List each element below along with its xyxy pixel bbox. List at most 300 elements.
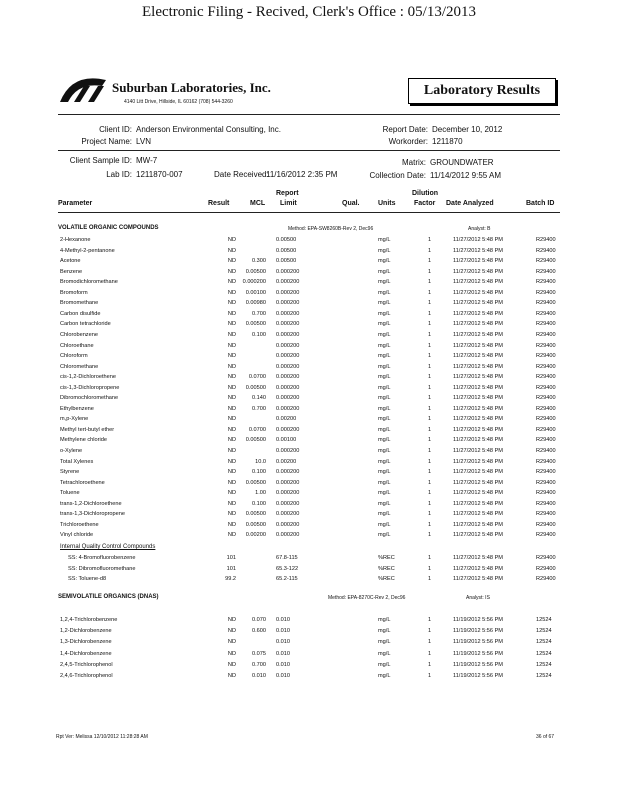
cell-factor: 1 bbox=[428, 661, 432, 668]
cell-limit: 0.000200 bbox=[276, 395, 300, 402]
cell-batch-id: R29400 bbox=[536, 310, 556, 317]
report-date-value: December 10, 2012 bbox=[432, 125, 503, 134]
cell-batch-id: R29400 bbox=[536, 500, 556, 507]
cell-units: mg/L bbox=[378, 426, 391, 433]
cell-mcl: 0.00500 bbox=[245, 384, 266, 391]
svoc-section-title: SEMIVOLATILE ORGANICS (DNAS) bbox=[58, 594, 159, 600]
cell-batch-id: R29400 bbox=[536, 437, 556, 444]
cell-parameter: Styrene bbox=[60, 469, 80, 476]
cell-limit: 0.000200 bbox=[276, 521, 300, 528]
cell-result: ND bbox=[227, 289, 236, 296]
cell-units: mg/L bbox=[378, 416, 391, 423]
cell-units: mg/L bbox=[378, 479, 391, 486]
cell-units: mg/L bbox=[378, 673, 391, 679]
cell-result: ND bbox=[227, 395, 236, 402]
header-divider bbox=[58, 114, 560, 115]
cell-factor: 1 bbox=[428, 268, 432, 275]
cell-parameter: trans-1,2-Dichloroethene bbox=[60, 500, 122, 507]
column-header-divider bbox=[58, 212, 560, 213]
table-row bbox=[0, 639, 618, 651]
cell-limit: 0.000200 bbox=[276, 490, 300, 497]
cell-factor: 1 bbox=[428, 300, 432, 307]
company-logo-icon bbox=[58, 76, 108, 106]
cell-date-analyzed: 11/27/2012 5:48 PM bbox=[453, 289, 503, 296]
cell-mcl: 1.00 bbox=[255, 490, 266, 497]
cell-result: ND bbox=[227, 469, 236, 476]
svoc-method: Method: EPA-8270C-Rev 2, Dec96 bbox=[328, 595, 406, 601]
cell-parameter: Benzene bbox=[60, 268, 83, 275]
cell-batch-id: R29400 bbox=[536, 416, 556, 423]
table-row bbox=[0, 662, 618, 674]
cell-batch-id: R29400 bbox=[536, 490, 556, 497]
cell-batch-id: R29400 bbox=[536, 479, 556, 486]
cell-factor: 1 bbox=[428, 384, 432, 391]
cell-date-analyzed: 11/27/2012 5:48 PM bbox=[453, 437, 503, 444]
cell-limit: 0.000200 bbox=[276, 268, 300, 275]
cell-units: mg/L bbox=[378, 321, 391, 328]
cell-limit: 0.000200 bbox=[276, 279, 300, 286]
cell-parameter: Bromomethane bbox=[60, 300, 99, 307]
cell-result: ND bbox=[227, 521, 236, 528]
cell-limit: 0.010 bbox=[276, 639, 290, 646]
col-mcl: MCL bbox=[250, 200, 266, 207]
cell-factor: 1 bbox=[428, 374, 432, 381]
cell-batch-id: R29400 bbox=[536, 458, 556, 465]
cell-mcl: 0.010 bbox=[252, 673, 266, 679]
cell-units: mg/L bbox=[378, 521, 391, 528]
col-units: Units bbox=[378, 200, 396, 207]
cell-date-analyzed: 11/19/2012 5:56 PM bbox=[453, 628, 503, 635]
cell-date-analyzed: 11/27/2012 5:48 PM bbox=[453, 576, 503, 582]
cell-result: ND bbox=[227, 405, 236, 412]
cell-batch-id: 12524 bbox=[536, 673, 552, 679]
cell-parameter: Vinyl chloride bbox=[60, 532, 94, 539]
cell-date-analyzed: 11/27/2012 5:48 PM bbox=[453, 247, 503, 254]
cell-factor: 1 bbox=[428, 353, 432, 360]
cell-parameter: o-Xylene bbox=[60, 448, 83, 454]
cell-result: ND bbox=[227, 500, 236, 507]
cell-limit: 0.000200 bbox=[276, 331, 300, 338]
col-parameter: Parameter bbox=[58, 200, 93, 207]
matrix-value: GROUNDWATER bbox=[430, 158, 494, 167]
cell-factor: 1 bbox=[428, 521, 432, 528]
cell-units: mg/L bbox=[378, 617, 391, 623]
cell-mcl: 0.00500 bbox=[245, 268, 266, 275]
cell-result: ND bbox=[227, 426, 236, 433]
cell-units: %REC bbox=[378, 555, 395, 561]
cell-units: mg/L bbox=[378, 363, 391, 370]
cell-result: ND bbox=[227, 353, 236, 360]
cell-date-analyzed: 11/19/2012 5:56 PM bbox=[453, 617, 503, 623]
cell-mcl: 0.070 bbox=[252, 617, 266, 623]
cell-mcl: 0.0700 bbox=[248, 374, 266, 381]
cell-mcl: 10.0 bbox=[255, 458, 266, 465]
cell-date-analyzed: 11/27/2012 5:48 PM bbox=[453, 268, 503, 275]
cell-parameter: Ethylbenzene bbox=[60, 405, 94, 412]
cell-date-analyzed: 11/27/2012 5:48 PM bbox=[453, 511, 503, 518]
col-factor: Factor bbox=[414, 200, 436, 207]
cell-units: mg/L bbox=[378, 511, 391, 518]
cell-limit: 0.010 bbox=[276, 673, 290, 679]
cell-parameter: cis-1,2-Dichloroethene bbox=[60, 374, 116, 381]
cell-factor: 1 bbox=[428, 555, 432, 561]
cell-units: mg/L bbox=[378, 469, 391, 476]
cell-units: mg/L bbox=[378, 279, 391, 286]
cell-limit: 67.8-115 bbox=[276, 555, 298, 561]
cell-units: mg/L bbox=[378, 532, 391, 539]
cell-units: mg/L bbox=[378, 639, 391, 646]
cell-batch-id: R29400 bbox=[536, 565, 556, 572]
cell-limit: 0.000200 bbox=[276, 426, 300, 433]
cell-result: ND bbox=[227, 490, 236, 497]
cell-result: ND bbox=[227, 650, 236, 657]
cell-mcl: 0.100 bbox=[252, 331, 266, 338]
cell-limit: 0.00200 bbox=[276, 416, 297, 423]
cell-date-analyzed: 11/19/2012 5:56 PM bbox=[453, 661, 503, 668]
voc-method: Method: EPA-SW8260B-Rev 2, Dec96 bbox=[288, 226, 374, 232]
cell-mcl: 0.00980 bbox=[245, 300, 266, 307]
cell-result: ND bbox=[227, 639, 236, 646]
cell-limit: 0.00500 bbox=[276, 237, 297, 243]
qc-title: Internal Quality Control Compounds bbox=[60, 544, 156, 550]
cell-result: ND bbox=[227, 458, 236, 465]
table-row bbox=[0, 628, 618, 640]
cell-batch-id: R29400 bbox=[536, 532, 556, 539]
cell-batch-id: R29400 bbox=[536, 258, 556, 265]
cell-parameter: Acetone bbox=[60, 258, 81, 265]
cell-result: ND bbox=[227, 247, 236, 254]
cell-parameter: Dibromochloromethane bbox=[60, 395, 119, 402]
voc-section-title: VOLATILE ORGANIC COMPOUNDS bbox=[58, 225, 159, 231]
cell-date-analyzed: 11/27/2012 5:48 PM bbox=[453, 331, 503, 338]
cell-parameter: 2,4,5-Trichlorophenol bbox=[60, 661, 113, 668]
cell-parameter: Methylene chloride bbox=[60, 437, 107, 444]
cell-mcl: 0.00100 bbox=[245, 289, 266, 296]
table-row bbox=[0, 576, 618, 588]
cell-parameter: Chloroethane bbox=[60, 342, 94, 349]
table-row bbox=[0, 617, 618, 629]
cell-parameter: SS: Toluene-d8 bbox=[68, 576, 107, 582]
cell-date-analyzed: 11/27/2012 5:48 PM bbox=[453, 426, 503, 433]
cell-batch-id: 12524 bbox=[536, 628, 552, 635]
cell-units: mg/L bbox=[378, 448, 391, 454]
cell-parameter: Carbon tetrachloride bbox=[60, 321, 111, 328]
cell-limit: 0.010 bbox=[276, 628, 290, 635]
report-version: Rpt Ver: Melissa 12/10/2012 11:28:28 AM bbox=[56, 734, 148, 740]
cell-parameter: Carbon disulfide bbox=[60, 310, 101, 317]
cell-batch-id: R29400 bbox=[536, 300, 556, 307]
cell-limit: 0.00200 bbox=[276, 458, 297, 465]
cell-date-analyzed: 11/27/2012 5:48 PM bbox=[453, 300, 503, 307]
cell-units: mg/L bbox=[378, 374, 391, 381]
client-id-label: Client ID: bbox=[99, 125, 132, 134]
cell-mcl: 0.00500 bbox=[245, 521, 266, 528]
cell-mcl: 0.00500 bbox=[245, 479, 266, 486]
cell-result: ND bbox=[227, 617, 236, 623]
cell-date-analyzed: 11/27/2012 5:48 PM bbox=[453, 321, 503, 328]
cell-parameter: Chloroform bbox=[60, 353, 88, 360]
cell-units: mg/L bbox=[378, 384, 391, 391]
cell-date-analyzed: 11/19/2012 5:56 PM bbox=[453, 673, 503, 679]
cell-limit: 0.000200 bbox=[276, 321, 300, 328]
cell-result: ND bbox=[227, 628, 236, 635]
cell-batch-id: R29400 bbox=[536, 395, 556, 402]
cell-parameter: Chloromethane bbox=[60, 363, 99, 370]
cell-date-analyzed: 11/27/2012 5:48 PM bbox=[453, 395, 503, 402]
cell-factor: 1 bbox=[428, 279, 432, 286]
cell-batch-id: R29400 bbox=[536, 448, 556, 454]
cell-factor: 1 bbox=[428, 247, 432, 254]
cell-date-analyzed: 11/27/2012 5:48 PM bbox=[453, 374, 503, 381]
col-dilution: Dilution bbox=[412, 190, 439, 197]
cell-result: ND bbox=[227, 268, 236, 275]
cell-limit: 0.000200 bbox=[276, 469, 300, 476]
cell-units: mg/L bbox=[378, 342, 391, 349]
cell-batch-id: R29400 bbox=[536, 331, 556, 338]
cell-factor: 1 bbox=[428, 331, 432, 338]
cell-factor: 1 bbox=[428, 258, 432, 265]
cell-parameter: Total Xylenes bbox=[60, 458, 94, 465]
client-id-value: Anderson Environmental Consulting, Inc. bbox=[136, 125, 281, 134]
cell-batch-id: R29400 bbox=[536, 405, 556, 412]
cell-limit: 0.00500 bbox=[276, 247, 297, 254]
cell-parameter: Chlorobenzene bbox=[60, 331, 98, 338]
cell-limit: 0.000200 bbox=[276, 300, 300, 307]
cell-units: mg/L bbox=[378, 247, 391, 254]
cell-units: mg/L bbox=[378, 331, 391, 338]
cell-limit: 0.000200 bbox=[276, 384, 300, 391]
cell-factor: 1 bbox=[428, 289, 432, 296]
cell-limit: 0.000200 bbox=[276, 353, 300, 360]
cell-batch-id: R29400 bbox=[536, 247, 556, 254]
cell-factor: 1 bbox=[428, 405, 432, 412]
report-date-label: Report Date: bbox=[382, 125, 428, 134]
cell-batch-id: R29400 bbox=[536, 237, 556, 243]
cell-result: ND bbox=[227, 511, 236, 518]
cell-mcl: 0.00200 bbox=[245, 532, 266, 539]
col-qual: Qual. bbox=[342, 200, 360, 207]
cell-factor: 1 bbox=[428, 639, 432, 646]
cell-batch-id: R29400 bbox=[536, 321, 556, 328]
cell-limit: 0.000200 bbox=[276, 511, 300, 518]
cell-batch-id: R29400 bbox=[536, 469, 556, 476]
cell-factor: 1 bbox=[428, 458, 432, 465]
cell-date-analyzed: 11/27/2012 5:48 PM bbox=[453, 500, 503, 507]
cell-result: 99.2 bbox=[225, 576, 236, 582]
table-row bbox=[0, 532, 618, 544]
cell-result: ND bbox=[227, 300, 236, 307]
cell-result: ND bbox=[227, 363, 236, 370]
cell-batch-id: R29400 bbox=[536, 511, 556, 518]
cell-factor: 1 bbox=[428, 500, 432, 507]
cell-result: 101 bbox=[226, 555, 236, 561]
cell-date-analyzed: 11/27/2012 5:48 PM bbox=[453, 310, 503, 317]
cell-units: mg/L bbox=[378, 500, 391, 507]
cell-factor: 1 bbox=[428, 437, 432, 444]
cell-batch-id: R29400 bbox=[536, 384, 556, 391]
cell-batch-id: R29400 bbox=[536, 426, 556, 433]
cell-units: %REC bbox=[378, 576, 395, 582]
cell-factor: 1 bbox=[428, 395, 432, 402]
cell-limit: 0.000200 bbox=[276, 405, 300, 412]
cell-factor: 1 bbox=[428, 565, 432, 572]
cell-date-analyzed: 11/27/2012 5:48 PM bbox=[453, 237, 503, 243]
date-received-value: 11/16/2012 2:35 PM bbox=[266, 170, 338, 179]
cell-units: mg/L bbox=[378, 300, 391, 307]
cell-batch-id: 12524 bbox=[536, 639, 552, 646]
cell-factor: 1 bbox=[428, 511, 432, 518]
cell-units: mg/L bbox=[378, 458, 391, 465]
sample-id-value: MW-7 bbox=[136, 156, 158, 165]
lab-id-value: 1211870-007 bbox=[136, 170, 183, 179]
col-report: Report bbox=[276, 190, 299, 197]
sample-id-label: Client Sample ID: bbox=[69, 156, 132, 165]
cell-units: mg/L bbox=[378, 405, 391, 412]
cell-result: ND bbox=[227, 384, 236, 391]
cell-batch-id: R29400 bbox=[536, 279, 556, 286]
cell-result: 101 bbox=[226, 565, 236, 572]
table-row bbox=[0, 673, 618, 685]
cell-result: ND bbox=[227, 374, 236, 381]
cell-parameter: m,p-Xylene bbox=[60, 416, 89, 423]
col-date-analyzed: Date Analyzed bbox=[446, 200, 494, 207]
collection-date-label: Collection Date: bbox=[369, 171, 426, 180]
cell-date-analyzed: 11/27/2012 5:48 PM bbox=[453, 405, 503, 412]
cell-factor: 1 bbox=[428, 576, 432, 582]
cell-date-analyzed: 11/27/2012 5:48 PM bbox=[453, 532, 503, 539]
cell-limit: 0.010 bbox=[276, 661, 290, 668]
cell-units: mg/L bbox=[378, 258, 391, 265]
cell-result: ND bbox=[227, 532, 236, 539]
cell-date-analyzed: 11/27/2012 5:48 PM bbox=[453, 555, 503, 561]
cell-result: ND bbox=[227, 661, 236, 668]
cell-factor: 1 bbox=[428, 448, 432, 454]
cell-mcl: 0.00500 bbox=[245, 511, 266, 518]
matrix-label: Matrix: bbox=[402, 158, 426, 167]
cell-result: ND bbox=[227, 258, 236, 265]
cell-mcl: 0.000200 bbox=[242, 279, 266, 286]
cell-factor: 1 bbox=[428, 342, 432, 349]
cell-date-analyzed: 11/27/2012 5:48 PM bbox=[453, 416, 503, 423]
cell-parameter: 1,4-Dichlorobenzene bbox=[60, 650, 112, 657]
col-result: Result bbox=[208, 200, 230, 207]
cell-units: mg/L bbox=[378, 661, 391, 668]
cell-parameter: 1,2-Dichlorobenzene bbox=[60, 628, 112, 635]
cell-limit: 0.000200 bbox=[276, 310, 300, 317]
cell-units: mg/L bbox=[378, 310, 391, 317]
project-name-value: LVN bbox=[136, 137, 151, 146]
cell-date-analyzed: 11/27/2012 5:48 PM bbox=[453, 342, 503, 349]
cell-factor: 1 bbox=[428, 628, 432, 635]
company-name: Suburban Laboratories, Inc. bbox=[112, 80, 271, 95]
cell-batch-id: 12524 bbox=[536, 650, 552, 657]
cell-mcl: 0.300 bbox=[252, 258, 266, 265]
cell-date-analyzed: 11/27/2012 5:48 PM bbox=[453, 353, 503, 360]
cell-limit: 0.00100 bbox=[276, 437, 297, 444]
cell-parameter: 1,3-Dichlorobenzene bbox=[60, 639, 112, 646]
cell-parameter: 2-Hexanone bbox=[60, 237, 91, 243]
cell-limit: 0.010 bbox=[276, 617, 290, 623]
cell-parameter: cis-1,3-Dichloropropene bbox=[60, 384, 120, 391]
collection-date-value: 11/14/2012 9:55 AM bbox=[430, 171, 502, 180]
cell-units: %REC bbox=[378, 565, 395, 572]
cell-batch-id: R29400 bbox=[536, 342, 556, 349]
cell-factor: 1 bbox=[428, 479, 432, 486]
cell-batch-id: R29400 bbox=[536, 268, 556, 275]
cell-date-analyzed: 11/27/2012 5:48 PM bbox=[453, 363, 503, 370]
cell-mcl: 0.600 bbox=[252, 628, 266, 635]
cell-mcl: 0.700 bbox=[252, 405, 266, 412]
cell-factor: 1 bbox=[428, 617, 432, 623]
cell-factor: 1 bbox=[428, 673, 432, 679]
cell-date-analyzed: 11/27/2012 5:48 PM bbox=[453, 490, 503, 497]
cell-limit: 65.2-115 bbox=[276, 576, 298, 582]
cell-parameter: Bromoform bbox=[60, 289, 88, 296]
cell-factor: 1 bbox=[428, 363, 432, 370]
cell-batch-id: R29400 bbox=[536, 555, 556, 561]
cell-batch-id: R29400 bbox=[536, 521, 556, 528]
cell-result: ND bbox=[227, 342, 236, 349]
cell-date-analyzed: 11/27/2012 5:48 PM bbox=[453, 479, 503, 486]
lab-id-label: Lab ID: bbox=[106, 170, 132, 179]
cell-units: mg/L bbox=[378, 437, 391, 444]
cell-factor: 1 bbox=[428, 426, 432, 433]
col-limit: Limit bbox=[280, 200, 297, 207]
cell-date-analyzed: 11/27/2012 5:48 PM bbox=[453, 565, 503, 572]
cell-factor: 1 bbox=[428, 237, 432, 243]
cell-units: mg/L bbox=[378, 237, 391, 243]
cell-parameter: 4-Methyl-2-pentanone bbox=[60, 247, 115, 254]
cell-parameter: Bromodichloromethane bbox=[60, 279, 118, 286]
cell-batch-id: R29400 bbox=[536, 576, 556, 582]
cell-result: ND bbox=[227, 673, 236, 679]
cell-factor: 1 bbox=[428, 469, 432, 476]
cell-limit: 0.010 bbox=[276, 650, 290, 657]
cell-result: ND bbox=[227, 416, 236, 423]
cell-limit: 0.000200 bbox=[276, 500, 300, 507]
cell-result: ND bbox=[227, 321, 236, 328]
cell-factor: 1 bbox=[428, 650, 432, 657]
cell-mcl: 0.100 bbox=[252, 500, 266, 507]
cell-units: mg/L bbox=[378, 268, 391, 275]
cell-limit: 0.000200 bbox=[276, 532, 300, 539]
cell-mcl: 0.140 bbox=[252, 395, 266, 402]
cell-mcl: 0.700 bbox=[252, 310, 266, 317]
cell-mcl: 0.00500 bbox=[245, 321, 266, 328]
cell-result: ND bbox=[227, 479, 236, 486]
cell-result: ND bbox=[227, 448, 236, 454]
cell-date-analyzed: 11/27/2012 5:48 PM bbox=[453, 258, 503, 265]
cell-factor: 1 bbox=[428, 321, 432, 328]
cell-parameter: SS: Dibromofluoromethane bbox=[68, 565, 136, 572]
cell-limit: 0.000200 bbox=[276, 363, 300, 370]
cell-parameter: SS: 4-Bromofluorobenzene bbox=[68, 555, 136, 561]
cell-result: ND bbox=[227, 279, 236, 286]
cell-mcl: 0.00500 bbox=[245, 437, 266, 444]
cell-units: mg/L bbox=[378, 289, 391, 296]
cell-parameter: Tetrachloroethene bbox=[60, 479, 105, 486]
cell-result: ND bbox=[227, 437, 236, 444]
cell-batch-id: R29400 bbox=[536, 353, 556, 360]
cell-limit: 0.000200 bbox=[276, 374, 300, 381]
cell-factor: 1 bbox=[428, 416, 432, 423]
cell-units: mg/L bbox=[378, 490, 391, 497]
cell-date-analyzed: 11/27/2012 5:48 PM bbox=[453, 279, 503, 286]
cell-result: ND bbox=[227, 237, 236, 243]
cell-factor: 1 bbox=[428, 490, 432, 497]
cell-date-analyzed: 11/27/2012 5:48 PM bbox=[453, 521, 503, 528]
cell-mcl: 0.100 bbox=[252, 469, 266, 476]
